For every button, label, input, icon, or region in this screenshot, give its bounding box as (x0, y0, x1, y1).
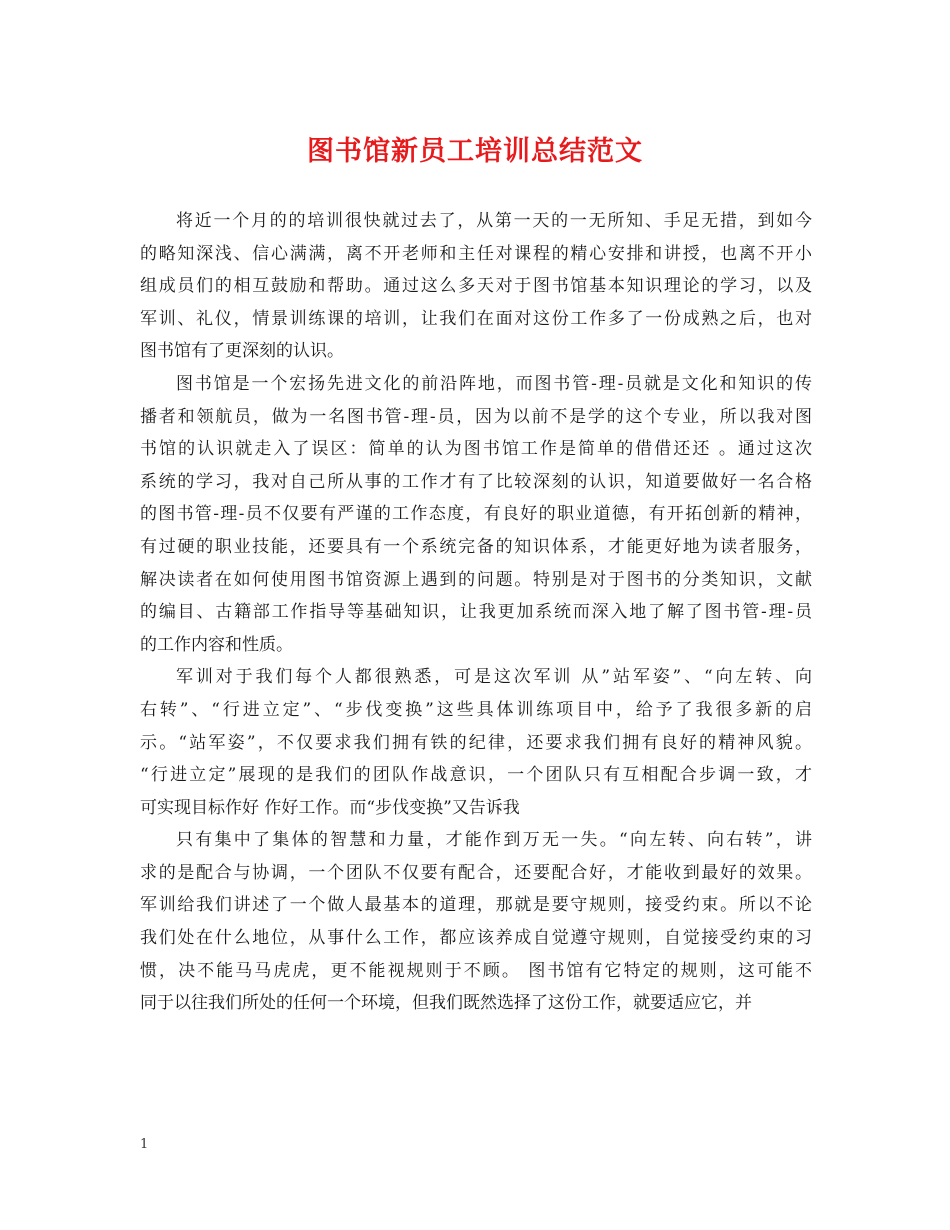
paragraph-line: 组成员们的相互鼓励和帮助。通过这么多天对于图书馆基本知识理论的学习，以及 (140, 276, 812, 297)
paragraph-line: 的图书管-理-员不仅要有严谨的工作态度，有良好的职业道德，有开拓创新的精神， (140, 504, 812, 525)
paragraph-line: 有过硬的职业技能，还要具有一个系统完备的知识体系，才能更好地为读者服务， (140, 536, 812, 557)
paragraph-line: 将近一个月的的培训很快就过去了，从第一天的一无所知、手足无措，到如今 (176, 211, 812, 231)
paragraph-line: 的工作内容和性质。 (140, 634, 293, 655)
paragraph-line: 惯，决不能马马虎虎，更不能视规则于不顾。 图书馆有它特定的规则，这可能不 (140, 960, 812, 981)
paragraph-line: 解决读者在如何使用图书馆资源上遇到的问题。特别是对于图书的分类知识，文献 (140, 569, 812, 590)
paragraph-line: 系统的学习，我对自己所从事的工作才有了比较深刻的认识，知道要做好一名合格 (140, 471, 812, 492)
document-title: 图书馆新员工培训总结范文 (307, 136, 643, 167)
paragraph (140, 824, 812, 1020)
paragraph-line: 图书馆是一个宏扬先进文化的前沿阵地，而图书管-理-员就是文化和知识的传 (176, 373, 812, 394)
paragraph-line: 求的是配合与协调，一个团队不仅要有配合，还要配合好，才能收到最好的效果。 (140, 862, 812, 883)
document-body (140, 205, 812, 1020)
paragraph (140, 368, 812, 661)
paragraph-line: 的略知深浅、信心满满，离不开老师和主任对课程的精心安排和讲授，也离不开小 (140, 243, 812, 264)
paragraph-line: 的编目、古籍部工作指导等基础知识，让我更加系统而深入地了解了图书管-理-员 (140, 602, 812, 623)
paragraph-line: 同于以往我们所处的任何一个环境，但我们既然选择了这份工作，就要适应它，并 (140, 993, 752, 1014)
paragraph-line: 只有集中了集体的智慧和力量，才能作到万无一失。“向左转、向右转”，讲 (176, 830, 812, 851)
paragraph-line: “行进立定”展现的是我们的团队作战意识，一个团队只有互相配合步调一致，才 (140, 765, 812, 786)
paragraph-line: 示。“站军姿”，不仅要求我们拥有铁的纪律，还要求我们拥有良好的精神风貌。 (140, 732, 812, 753)
paragraph-line: 右转”、“行进立定”、“步伐变换”这些具体训练项目中，给予了我很多新的启 (140, 699, 812, 720)
paragraph-line: 军训、礼仪，情景训练课的培训，让我们在面对这份工作多了一份成熟之后，也对 (140, 308, 812, 329)
paragraph-line: 军训给我们讲述了一个做人最基本的道理，那就是要守规则，接受约束。所以不论 (140, 895, 812, 916)
paragraph-line: 播者和领航员，做为一名图书管-理-员，因为以前不是学的这个专业，所以我对图 (140, 406, 812, 427)
paragraph-line: 我们处在什么地位，从事什么工作，都应该养成自觉遵守规则，自觉接受约束的习 (140, 928, 812, 949)
paragraph-line: 图书馆有了更深刻的认识。 (140, 341, 344, 362)
paragraph-line: 书馆的认识就走入了误区：简单的认为图书馆工作是简单的借借还还 。通过这次 (140, 439, 812, 460)
paragraph (140, 205, 812, 368)
paragraph (140, 661, 812, 824)
page-number: 1 (140, 1137, 149, 1152)
paragraph-line: 可实现目标作好 作好工作。而“步伐变换”又告诉我 (140, 797, 520, 818)
paragraph-line: 军训对于我们每个人都很熟悉，可是这次军训 从”站军姿”、“向左转、向 (176, 667, 812, 688)
